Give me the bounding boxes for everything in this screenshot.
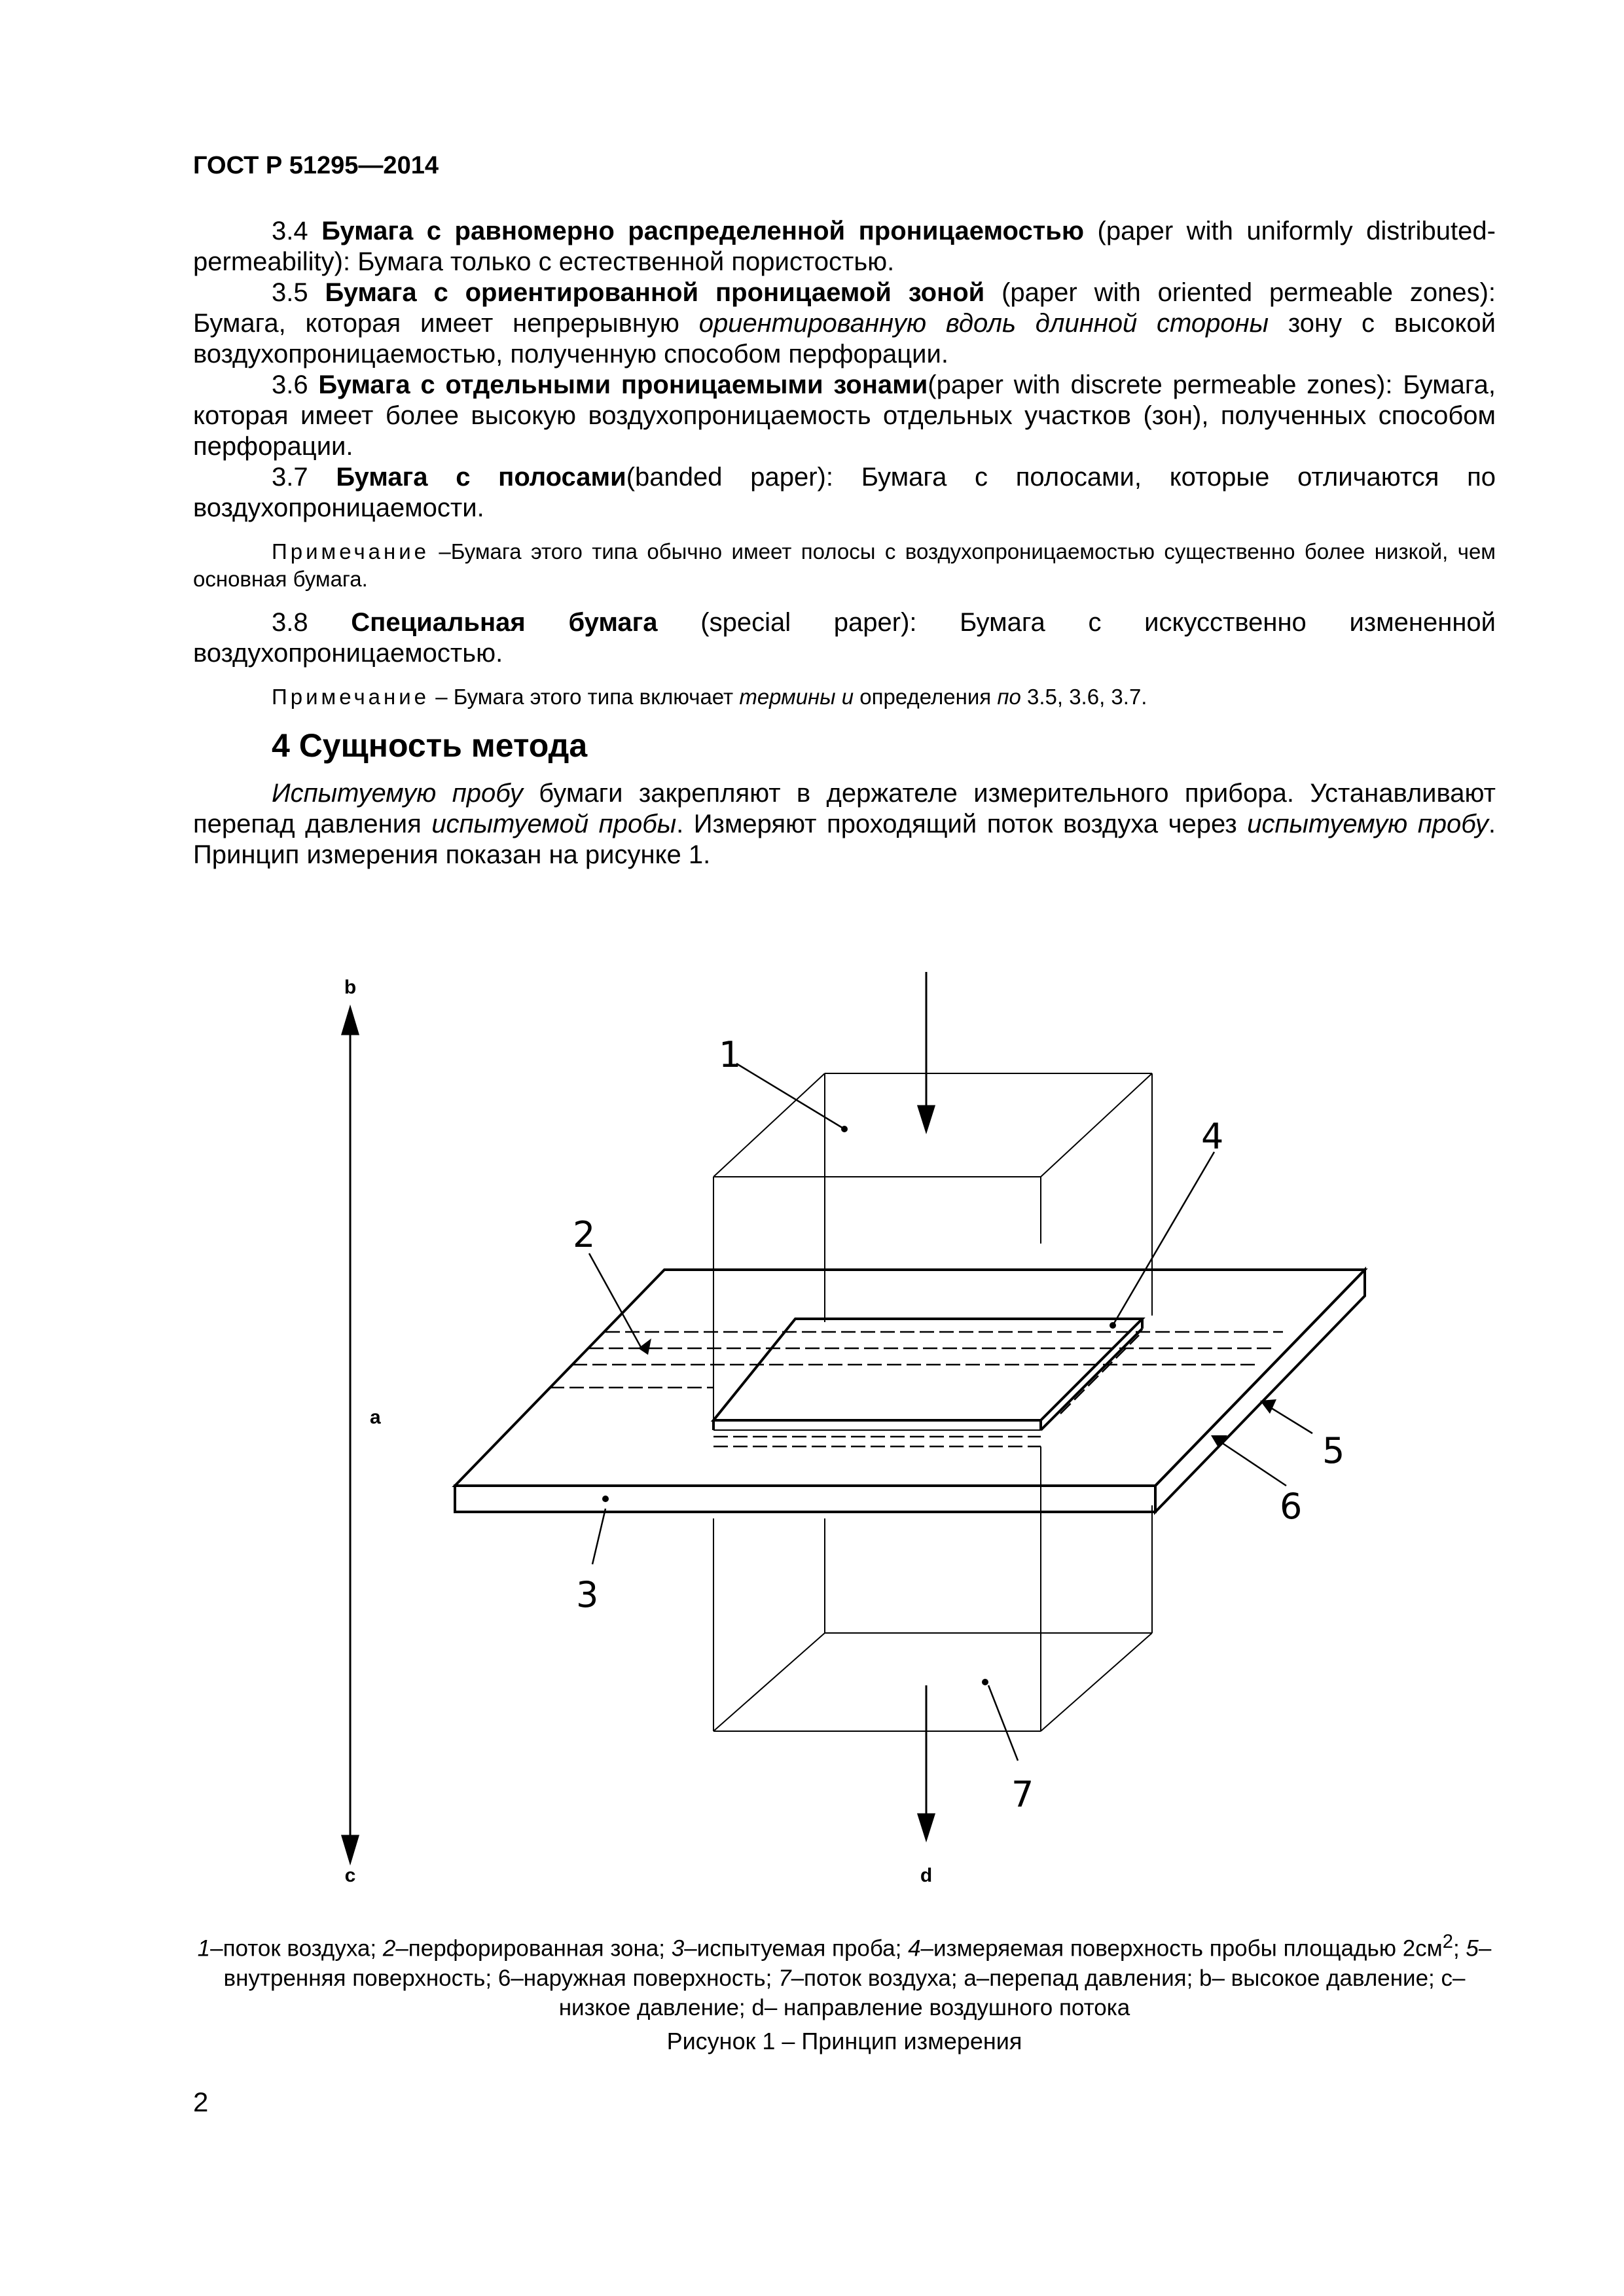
clause-definition: (banded paper): Бумага с полосами, которые отличаются по воздухопроницаемости. xyxy=(193,463,1496,522)
perforated-zone-lines xyxy=(550,1332,1283,1446)
section-title: 4 Сущность метода xyxy=(272,727,588,764)
clause-term: Бумага с отдельными проницаемыми зонами xyxy=(318,370,928,399)
leader-dots xyxy=(602,1126,1276,1685)
label-1: 1 xyxy=(719,1034,742,1075)
clause-term: Специальная бумага xyxy=(351,608,658,637)
arrow-down-icon xyxy=(342,1836,358,1862)
clause-term: Бумага с ориентированной проницаемой зоной xyxy=(325,278,985,307)
air-flow-in-arrow-icon xyxy=(918,1106,934,1131)
clause-term: Бумага с равномерно распределенной проницаемостью xyxy=(321,217,1085,245)
figure-letter-labels xyxy=(344,977,932,1886)
clause-number: 3.6 xyxy=(272,370,308,399)
label-c: c xyxy=(344,1865,356,1886)
label-7: 7 xyxy=(1011,1774,1034,1815)
clause-number: 3.5 xyxy=(272,278,308,307)
note-label: Примечание xyxy=(272,539,430,564)
note-1: Примечание –Бумага этого типа обычно имеет полосы с воздухопроницаемостью существенно более низкой, чем основная бумага. xyxy=(193,539,1496,591)
clause-number: 3.7 xyxy=(272,463,308,492)
label-5: 5 xyxy=(1322,1430,1345,1471)
label-3: 3 xyxy=(576,1574,599,1615)
label-a: a xyxy=(370,1407,381,1428)
air-flow-out-arrow-icon xyxy=(918,1814,934,1839)
label-6: 6 xyxy=(1280,1486,1303,1527)
clause-number: 3.4 xyxy=(272,217,308,245)
figure-title: Рисунок 1 – Принцип измерения xyxy=(666,2028,1022,2054)
figure-caption: 1–поток воздуха; 2–перфорированная зона; 3–испытуемая проба; 4–измеряемая поверхность пробы площадью $2см^2$; 5–внутренняя поверхность; 6–наружная поверхность; 7–поток воздуха; а–перепад давления; b– высокое давление; с– низкое давление; d– направление воздушного потока xyxy=(197,1931,1492,2020)
label-d: d xyxy=(920,1865,933,1886)
note-2: Примечание – Бумага этого типа включает термины и определения по 3.5, 3.6, 3.7. xyxy=(272,685,1147,709)
paper-sheet xyxy=(455,1270,1365,1512)
clause-3-5: 3.5 Бумага с ориентированной проницаемой зоной (paper with oriented permeable zones): Бумага, которая имеет непрерывную ориентированную вдоль длинной стороны зону с высокой воздухопроницаемостью, полученную способом перфорации. xyxy=(193,278,1496,368)
clause-definition: (special paper): Бумага с искусственно измененной воздухопроницаемостью. xyxy=(193,608,1496,668)
clause-definition: (paper with uniformly distributed-permeability): Бумага только с естественной пористостью. xyxy=(193,217,1496,276)
measured-surface xyxy=(713,1319,1142,1430)
arrow-up-icon xyxy=(342,1008,358,1034)
label-4: 4 xyxy=(1201,1116,1224,1157)
label-b: b xyxy=(344,977,357,998)
clause-definition: (paper with discrete permeable zones): Бумага, которая имеет более высокую воздухопроницаемость отдельных участков (зон), полученных способом перфорации. xyxy=(193,370,1496,461)
note-label: Примечание xyxy=(272,685,430,709)
document-header: ГОСТ Р 51295—2014 xyxy=(193,152,439,179)
measurement-cell-outline xyxy=(713,1073,1152,1731)
page-number: 2 xyxy=(193,2087,209,2117)
clause-term: Бумага с полосами xyxy=(336,463,626,492)
section-4-paragraph: Испытуемую пробу бумаги закрепляют в держателе измерительного прибора. Устанавливают перепад давления испытуемой пробы. Измеряют проходящий поток воздуха через испытуемую пробу. Принцип измерения показан на рисунке 1. xyxy=(193,779,1496,869)
clause-number: 3.8 xyxy=(272,608,308,637)
leader-lines xyxy=(589,1064,1312,1761)
figure-number-labels xyxy=(573,1034,1344,1815)
label-2: 2 xyxy=(573,1214,596,1255)
